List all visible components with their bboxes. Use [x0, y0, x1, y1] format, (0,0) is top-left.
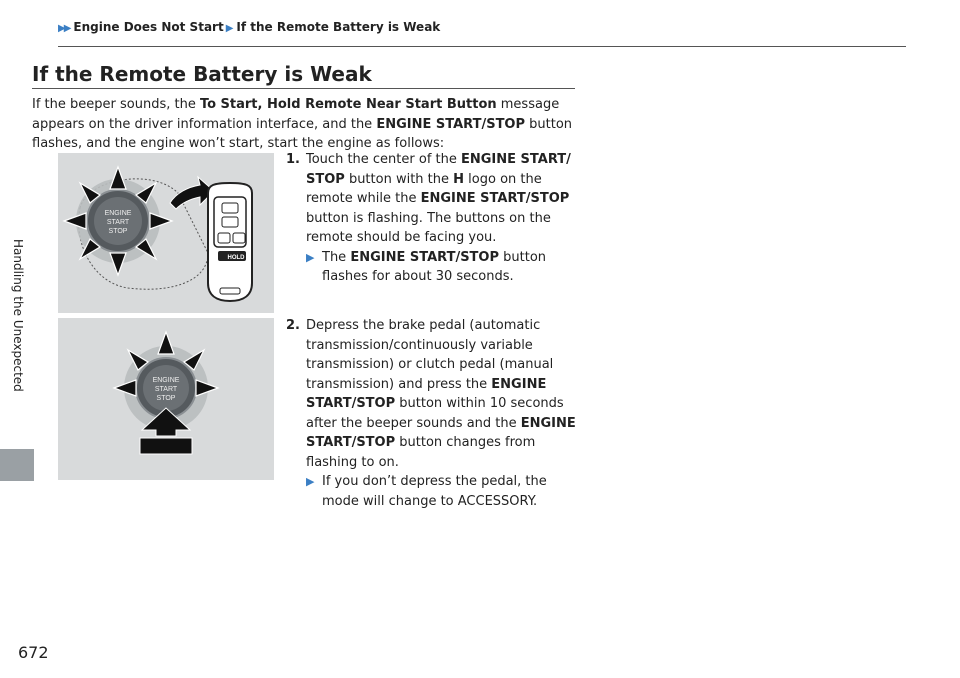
step-2: 2. Depress the brake pedal (automatic transmission/continuously variable transmission) or clutch pedal (manual transmission) and press the ENGINE START/STOP button within 10 seconds after the beeper sounds and the ENGINE START/STOP button changes from flashing to on. ▶ If you don’t depress the pedal, the mode will change to ACCESSORY.: [286, 316, 580, 511]
arrow-icon: ▶: [306, 250, 315, 264]
side-tab-marker: [0, 449, 34, 481]
step-2-note: ▶ If you don’t depress the pedal, the mode will change to ACCESSORY.: [306, 474, 547, 509]
start-button-line3: STOP: [156, 395, 176, 402]
start-button-line1: ENGINE: [104, 210, 132, 217]
remote-touch-illustration: [58, 153, 274, 313]
page-number: 672: [18, 643, 49, 662]
step-2-number: 2.: [286, 318, 300, 333]
start-button-line3: STOP: [108, 228, 128, 235]
arrow-icon: ▶: [225, 23, 234, 34]
title-rule: [32, 88, 575, 89]
breadcrumb-item-current: If the Remote Battery is Weak: [236, 20, 441, 34]
figure-press-button: [58, 318, 274, 480]
start-button-line2: START: [154, 386, 178, 393]
start-button-line1: ENGINE: [152, 377, 180, 384]
press-button-illustration: [58, 318, 274, 480]
breadcrumb-item-engine-does-not-start[interactable]: Engine Does Not Start: [73, 20, 224, 34]
double-arrow-icon: ▶▶: [58, 23, 70, 34]
intro-paragraph: If the beeper sounds, the To Start, Hold Remote Near Start Button message appears on the driver information interface, and the ENGINE START/STOP button flashes, and the engine won’t start, start the engine as follows:: [32, 97, 573, 151]
start-button-line2: START: [106, 219, 130, 226]
step-1-number: 1.: [286, 152, 300, 167]
step-1-note: ▶ The ENGINE START/STOP button flashes for about 30 seconds.: [306, 249, 547, 284]
remote-hold-label: HOLD: [227, 255, 245, 261]
figure-remote-touch: [58, 153, 274, 313]
side-tab-label: Handling the Unexpected: [11, 239, 25, 392]
arrow-icon: ▶: [306, 475, 315, 488]
header-rule: [58, 46, 906, 47]
breadcrumb: [58, 20, 440, 34]
page-title: If the Remote Battery is Weak: [32, 62, 372, 86]
step-1: 1. Touch the center of the ENGINE START/ STOP button with the H logo on the remote while the ENGINE START/STOP button is flashing. The buttons on the remote should be facing you. ▶ The ENGINE START/STOP button flashes for about 30 seconds.: [286, 150, 576, 287]
